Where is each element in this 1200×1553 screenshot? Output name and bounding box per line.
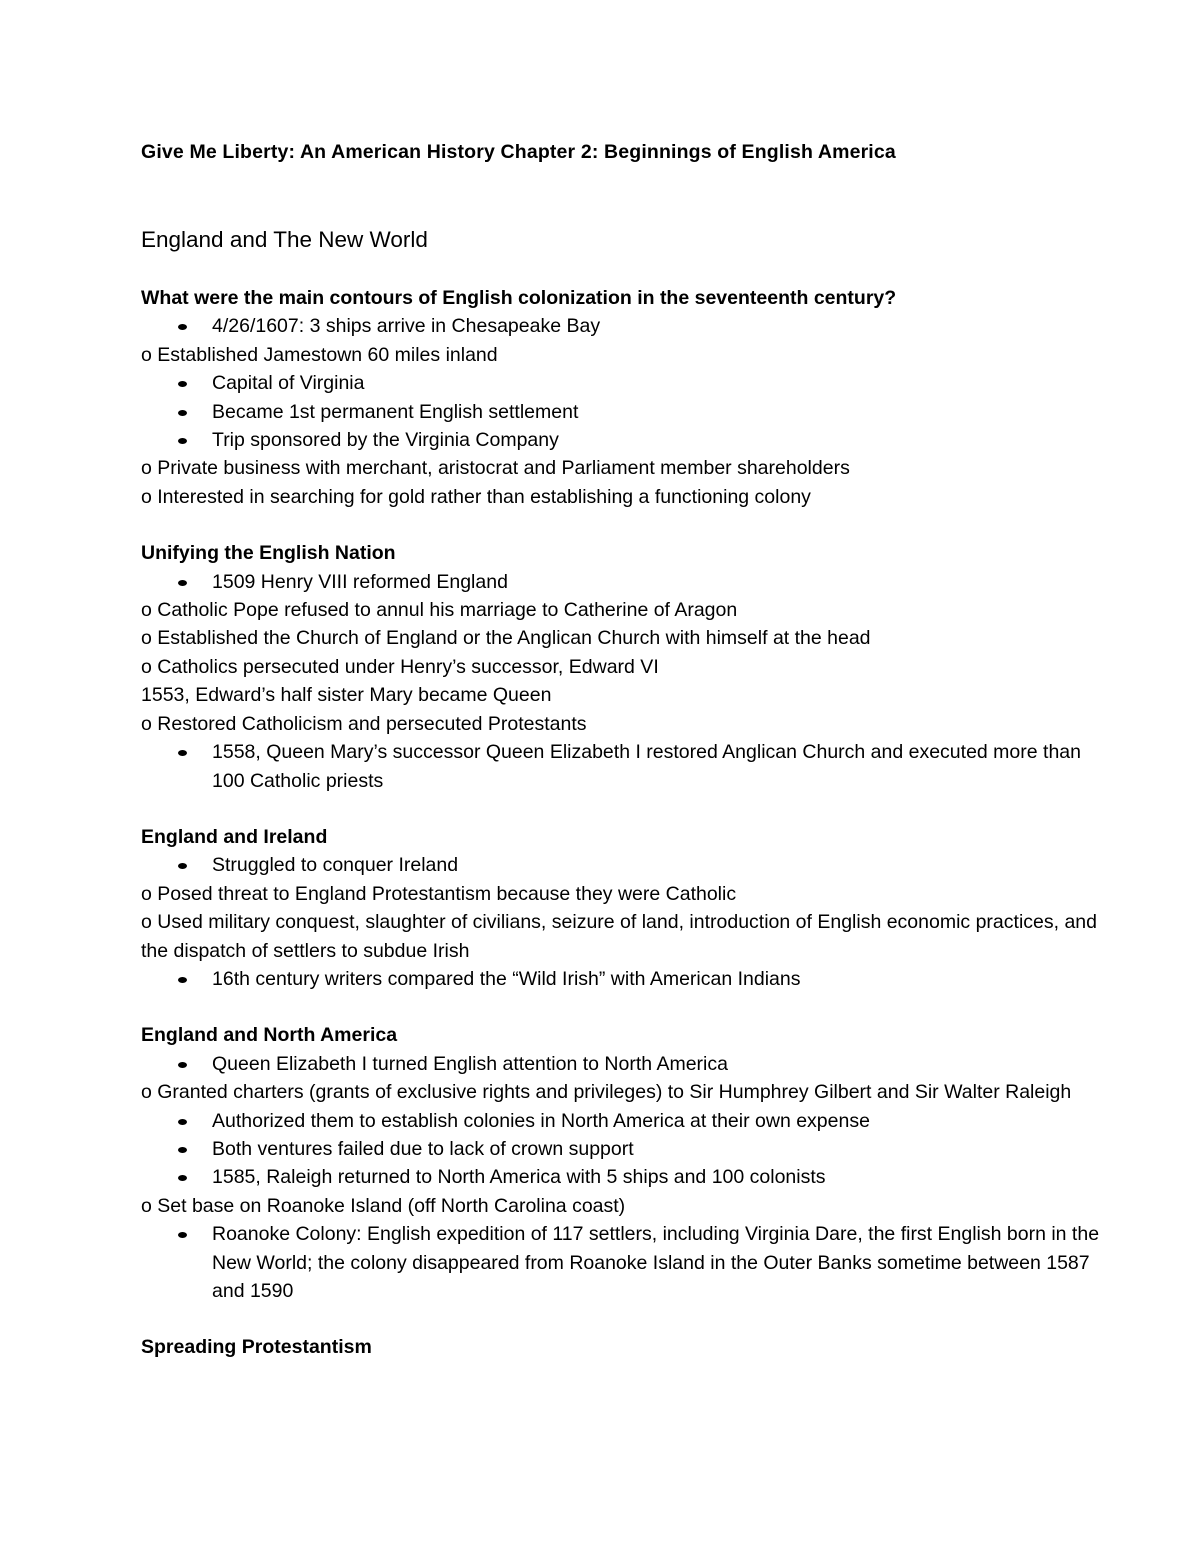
bullet-text: Struggled to conquer Ireland [212, 854, 459, 877]
bullet-dot-icon [178, 977, 187, 983]
bullet-text: Authorized them to establish colonies in North America at their own expense [212, 1109, 870, 1132]
section [141, 1021, 1101, 1305]
text-line: o Private business with merchant, aristocrat and Parliament member shareholders [141, 457, 850, 480]
section-title: England and North America [141, 1024, 398, 1047]
text-line: o Established the Church of England or the Anglican Church with himself at the head [141, 627, 871, 650]
bullet-text: 16th century writers compared the “Wild Irish” with American Indians [212, 967, 801, 990]
text-line: o Restored Catholicism and persecuted Protestants [141, 712, 587, 735]
text-line: o Set base on Roanoke Island (off North Carolina coast) [141, 1194, 626, 1217]
bullet-text: 1509 Henry VIII reformed England [212, 570, 508, 593]
bullet-text: Became 1st permanent English settlement [212, 400, 579, 423]
text-line: o Established Jamestown 60 miles inland [141, 343, 498, 366]
bullet-item [141, 1163, 1101, 1191]
bullet-dot-icon [178, 324, 187, 330]
bullet-item [141, 312, 1101, 340]
bullet-item [141, 965, 1101, 993]
text-line: o Posed threat to England Protestantism because they were Catholic [141, 882, 737, 905]
sections-container [141, 284, 1101, 1362]
section [141, 284, 1101, 511]
section-title: England and Ireland [141, 825, 328, 848]
section-title: Spreading Protestantism [141, 1336, 372, 1359]
bullet-item [141, 1220, 1101, 1305]
bullet-dot-icon [178, 410, 187, 416]
bullet-item [141, 851, 1101, 879]
bullet-item [141, 738, 1101, 795]
section-title: What were the main contours of English colonization in the seventeenth century? [141, 287, 897, 309]
section [141, 1333, 1101, 1361]
section-title: Unifying the English Nation [141, 542, 396, 565]
bullet-dot-icon [178, 1062, 187, 1068]
text-line: o Granted charters (grants of exclusive rights and privileges) to Sir Humphrey Gilbert and Sir Walter Raleigh [141, 1081, 1072, 1104]
bullet-dot-icon [178, 750, 187, 756]
bullet-item [141, 568, 1101, 596]
text-line: o Used military conquest, slaughter of civilians, seizure of land, introduction of English economic practices, and the dispatch of settlers to subdue Irish [141, 911, 1097, 962]
bullet-item [141, 1107, 1101, 1135]
bullet-dot-icon [178, 1119, 187, 1125]
bullet-text: 1558, Queen Mary’s successor Queen Elizabeth I restored Anglican Church and executed more than 100 Catholic priests [212, 741, 1081, 792]
bullet-text: 4/26/1607: 3 ships arrive in Chesapeake Bay [212, 315, 601, 338]
bullet-dot-icon [178, 863, 187, 869]
text-line: o Catholics persecuted under Henry’s successor, Edward VI [141, 655, 659, 678]
bullet-dot-icon [178, 438, 187, 444]
bullet-text: Trip sponsored by the Virginia Company [212, 429, 559, 452]
bullet-dot-icon [178, 1232, 187, 1238]
text-line: 1553, Edward’s half sister Mary became Queen [141, 684, 552, 707]
bullet-item [141, 426, 1101, 454]
section [141, 823, 1101, 993]
bullet-dot-icon [178, 580, 187, 586]
bullet-dot-icon [178, 1147, 187, 1153]
section [141, 539, 1101, 795]
bullet-text: Both ventures failed due to lack of crown support [212, 1137, 634, 1160]
text-line: o Interested in searching for gold rather than establishing a functioning colony [141, 485, 811, 508]
bullet-text: 1585, Raleigh returned to North America with 5 ships and 100 colonists [212, 1166, 826, 1189]
bullet-dot-icon [178, 381, 187, 387]
bullet-text: Roanoke Colony: English expedition of 117 settlers, including Virginia Dare, the first English born in the New World; the colony disappeared from Roanoke Island in the Outer Banks sometime between 1587 and 1590 [212, 1223, 1100, 1302]
bullet-item [141, 398, 1101, 426]
text-line: o Catholic Pope refused to annul his marriage to Catherine of Aragon [141, 599, 738, 622]
bullet-dot-icon [178, 1175, 187, 1181]
section-heading: England and The New World [141, 227, 428, 252]
bullet-text: Queen Elizabeth I turned English attention to North America [212, 1052, 728, 1075]
document-body [141, 224, 1101, 1390]
bullet-item [141, 1135, 1101, 1163]
document-title: Give Me Liberty: An American History Chapter 2: Beginnings of English America [141, 141, 896, 163]
bullet-text: Capital of Virginia [212, 372, 365, 395]
bullet-item [141, 369, 1101, 397]
bullet-item [141, 1050, 1101, 1078]
